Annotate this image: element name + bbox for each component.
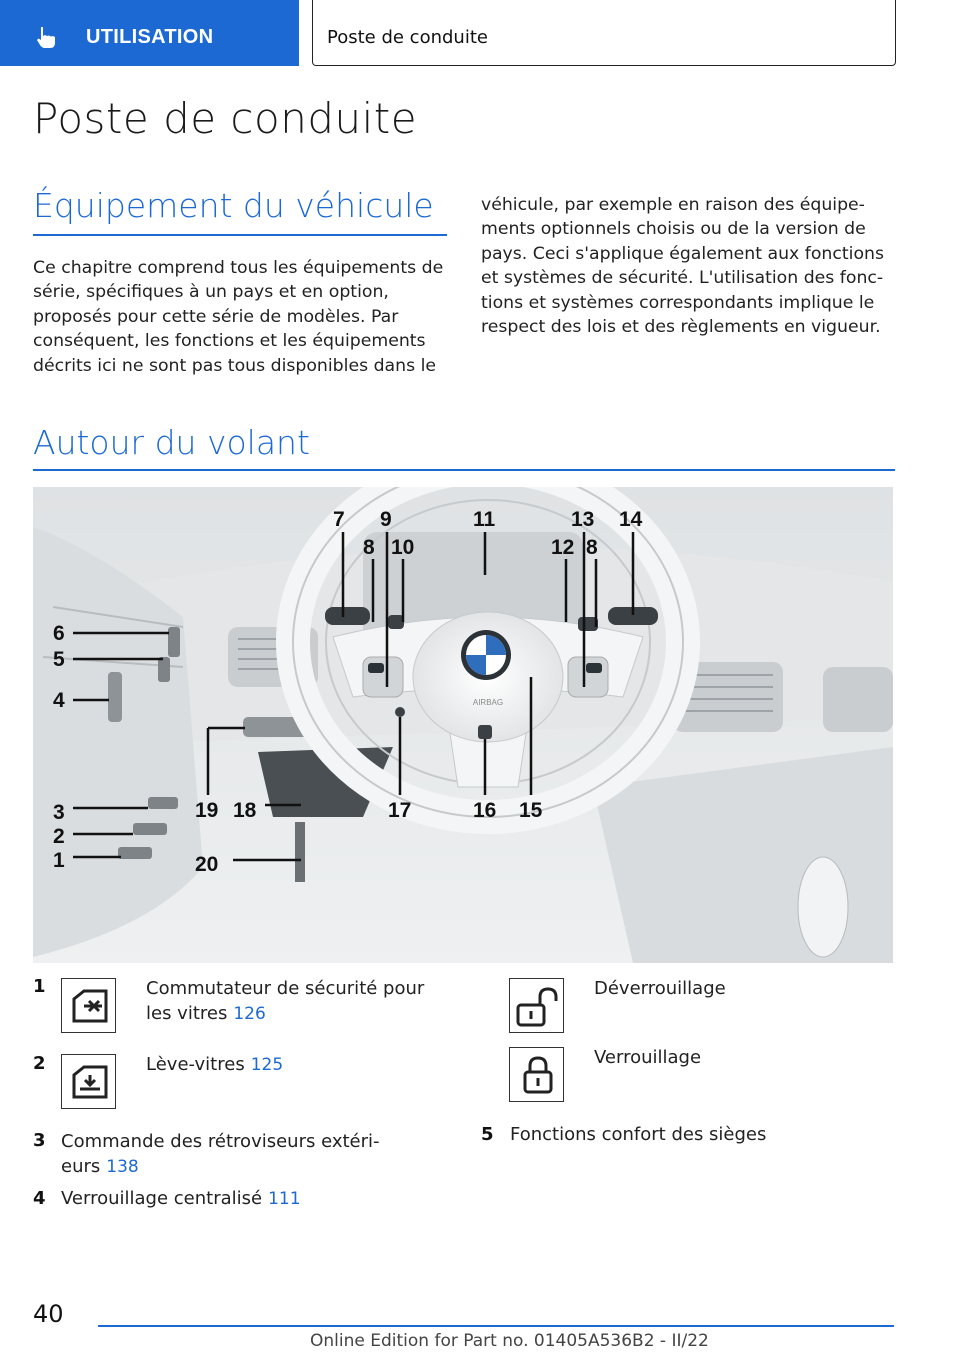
- item-text-unlock: Déverrouillage: [594, 978, 726, 999]
- callout-8-right: 8: [586, 536, 598, 559]
- callout-16: 16: [473, 799, 497, 822]
- lock-icon: [509, 1047, 564, 1102]
- item-number-3: 3: [33, 1130, 46, 1151]
- paragraph-right: véhicule, par exemple en raison des équipe‐ments optionnels choisis ou de la version de pays. Ceci s'applique également aux fonctions et systèmes de sécurité. L'utilisation des fonc‐tions et systèmes correspondants implique le respect des lois et des règlements en vigueur.: [481, 195, 884, 338]
- cockpit-figure: [33, 487, 893, 963]
- chapter-tab[interactable]: [312, 0, 896, 66]
- item-label-3-line2: eurs: [61, 1156, 101, 1177]
- callout-9: 9: [380, 508, 392, 531]
- callout-5: 5: [53, 648, 65, 671]
- hand-pointer-icon: [34, 24, 60, 50]
- page-number: 40: [33, 1300, 64, 1328]
- item-text-2: [146, 1052, 451, 1078]
- item-text-4: [61, 1186, 451, 1212]
- callout-11: 11: [473, 508, 496, 531]
- page-ref-125[interactable]: 125: [250, 1055, 284, 1075]
- item-label-4: Verrouillage centralisé: [61, 1188, 263, 1209]
- item-text-5: Fonctions confort des sièges: [510, 1124, 767, 1145]
- callout-1: 1: [53, 849, 65, 872]
- callout-8-left: 8: [363, 536, 375, 559]
- section-rule-equipment: [33, 234, 447, 236]
- callout-3: 3: [53, 801, 65, 824]
- item-number-5: 5: [481, 1124, 494, 1145]
- item-label-1: Commutateur de sécurité pour les vitres: [146, 978, 425, 1024]
- page-ref-126[interactable]: 126: [233, 1004, 266, 1024]
- callout-4: 4: [53, 689, 65, 712]
- page-title: Poste de conduite: [33, 94, 418, 143]
- item-text-3: [61, 1129, 451, 1180]
- window-safety-switch-icon: [61, 978, 116, 1033]
- item-label-2: Lève-vitres: [146, 1054, 245, 1075]
- cockpit-illustration: [33, 487, 893, 963]
- callout-13: 13: [571, 508, 595, 531]
- page-header: [0, 0, 960, 66]
- footer-edition: Online Edition for Part no. 01405A536B2 - II/22: [310, 1331, 709, 1351]
- page-ref-111[interactable]: 111: [268, 1189, 301, 1209]
- callout-14: 14: [619, 508, 643, 531]
- power-window-icon: [61, 1054, 116, 1109]
- item-text-1: [146, 976, 451, 1027]
- unlock-icon: [509, 978, 564, 1033]
- item-number-1: 1: [33, 976, 46, 997]
- callout-10: 10: [391, 536, 415, 559]
- chapter-label: Poste de conduite: [327, 27, 488, 48]
- callout-7: 7: [333, 508, 345, 531]
- section-title-steering: Autour du volant: [33, 423, 310, 462]
- callout-20: 20: [195, 853, 219, 876]
- section-rule-steering: [33, 469, 895, 471]
- item-number-4: 4: [33, 1188, 46, 1209]
- callout-12: 12: [551, 536, 575, 559]
- callout-18: 18: [233, 799, 257, 822]
- section-title-equipment: Équipement du véhicule: [33, 186, 434, 225]
- callout-6: 6: [53, 622, 65, 645]
- airbag-label: AIRBAG: [472, 698, 504, 707]
- paragraph-left: Ce chapitre comprend tous les équipements de série, spécifiques à un pays et en option, proposés pour cette série de modèles. Par conséquent, les fonctions et les équipements décrits ici ne sont pas tous disponibles dans le: [33, 258, 444, 376]
- item-label-3-line1: Commande des rétroviseurs extéri‐: [61, 1131, 380, 1152]
- callout-15: 15: [519, 799, 543, 822]
- item-text-lock: Verrouillage: [594, 1047, 702, 1068]
- section-label: UTILISATION: [86, 26, 214, 48]
- page-ref-138[interactable]: 138: [106, 1157, 139, 1177]
- footer-rule: [98, 1325, 894, 1327]
- callout-2: 2: [53, 825, 65, 848]
- callout-17: 17: [388, 799, 412, 822]
- callout-19: 19: [195, 799, 219, 822]
- item-number-2: 2: [33, 1053, 46, 1074]
- section-tab[interactable]: [0, 0, 299, 66]
